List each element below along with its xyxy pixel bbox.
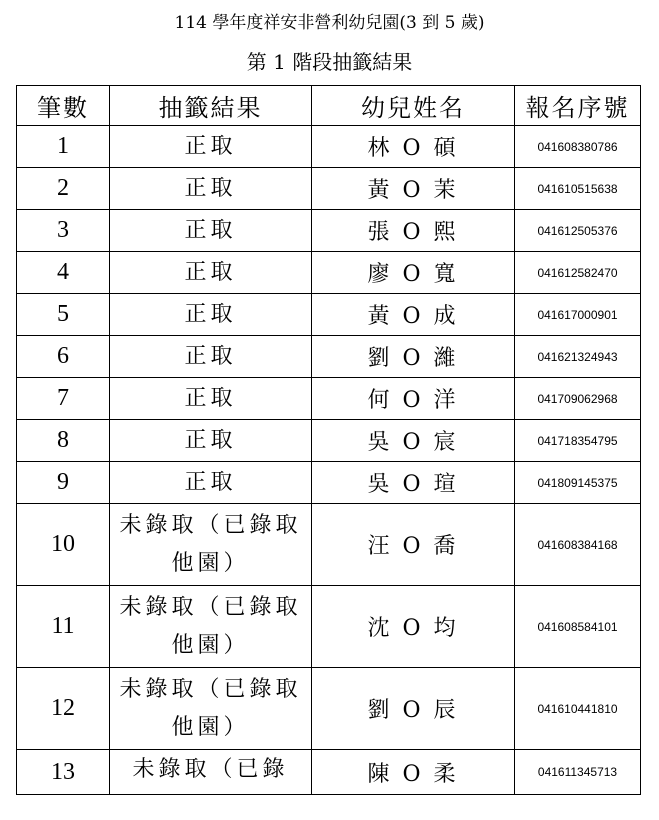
document-subtitle: 第 1 階段抽籤結果 — [246, 50, 413, 74]
table-row — [17, 294, 641, 336]
table-row — [17, 378, 641, 420]
row-serial: 041612582470 — [515, 252, 641, 294]
row-number: 3 — [17, 210, 110, 252]
table-row — [17, 336, 641, 378]
header-result: 抽籤結果 — [110, 86, 312, 126]
table-row — [17, 210, 641, 252]
row-result: 正取 — [110, 294, 312, 336]
row-number: 10 — [17, 504, 110, 586]
row-child-name: 吳 O 瑄 — [312, 462, 515, 504]
row-serial: 041610515638 — [515, 168, 641, 210]
row-child-name: 沈 O 均 — [312, 586, 515, 668]
row-result: 未錄取（已錄 — [110, 750, 312, 795]
header-name: 幼兒姓名 — [312, 86, 515, 126]
row-serial: 041608384168 — [515, 504, 641, 586]
row-result: 正取 — [110, 126, 312, 168]
row-child-name: 張 O 熙 — [312, 210, 515, 252]
table-row — [17, 420, 641, 462]
table-row — [17, 668, 641, 750]
row-number: 11 — [17, 586, 110, 668]
row-serial: 041617000901 — [515, 294, 641, 336]
row-result: 正取 — [110, 378, 312, 420]
row-serial: 041809145375 — [515, 462, 641, 504]
table-row — [17, 750, 641, 795]
row-serial: 041709062968 — [515, 378, 641, 420]
row-result: 正取 — [110, 462, 312, 504]
row-number: 7 — [17, 378, 110, 420]
row-result: 正取 — [110, 336, 312, 378]
row-result: 未錄取（已錄取他園） — [110, 504, 312, 586]
row-result: 正取 — [110, 210, 312, 252]
row-number: 13 — [17, 750, 110, 795]
header-count: 筆數 — [17, 86, 110, 126]
table-row — [17, 504, 641, 586]
row-serial: 041611345713 — [515, 750, 641, 795]
row-number: 9 — [17, 462, 110, 504]
row-serial: 041608584101 — [515, 586, 641, 668]
table-row — [17, 126, 641, 168]
row-number: 12 — [17, 668, 110, 750]
row-number: 6 — [17, 336, 110, 378]
table-row — [17, 586, 641, 668]
row-serial: 041608380786 — [515, 126, 641, 168]
header-serial: 報名序號 — [515, 86, 641, 126]
row-number: 2 — [17, 168, 110, 210]
row-serial: 041610441810 — [515, 668, 641, 750]
row-result: 未錄取（已錄取他園） — [110, 668, 312, 750]
row-child-name: 陳 O 柔 — [312, 750, 515, 795]
row-serial: 041612505376 — [515, 210, 641, 252]
row-number: 8 — [17, 420, 110, 462]
table-header-row — [17, 86, 641, 126]
row-child-name: 劉 O 辰 — [312, 668, 515, 750]
row-serial: 041621324943 — [515, 336, 641, 378]
table-row — [17, 462, 641, 504]
row-number: 1 — [17, 126, 110, 168]
row-result: 正取 — [110, 168, 312, 210]
table-row — [17, 168, 641, 210]
row-serial: 041718354795 — [515, 420, 641, 462]
row-child-name: 林 O 碩 — [312, 126, 515, 168]
row-child-name: 黃 O 成 — [312, 294, 515, 336]
row-child-name: 廖 O 寬 — [312, 252, 515, 294]
table-row — [17, 252, 641, 294]
row-child-name: 何 O 洋 — [312, 378, 515, 420]
document-title: 114 學年度祥安非營利幼兒園(3 到 5 歲) — [174, 13, 485, 33]
row-child-name: 劉 O 濰 — [312, 336, 515, 378]
row-child-name: 汪 O 喬 — [312, 504, 515, 586]
row-result: 正取 — [110, 252, 312, 294]
row-number: 4 — [17, 252, 110, 294]
row-number: 5 — [17, 294, 110, 336]
row-result: 未錄取（已錄取他園） — [110, 586, 312, 668]
row-result: 正取 — [110, 420, 312, 462]
row-child-name: 黃 O 茉 — [312, 168, 515, 210]
results-table — [16, 85, 641, 795]
row-child-name: 吳 O 宸 — [312, 420, 515, 462]
